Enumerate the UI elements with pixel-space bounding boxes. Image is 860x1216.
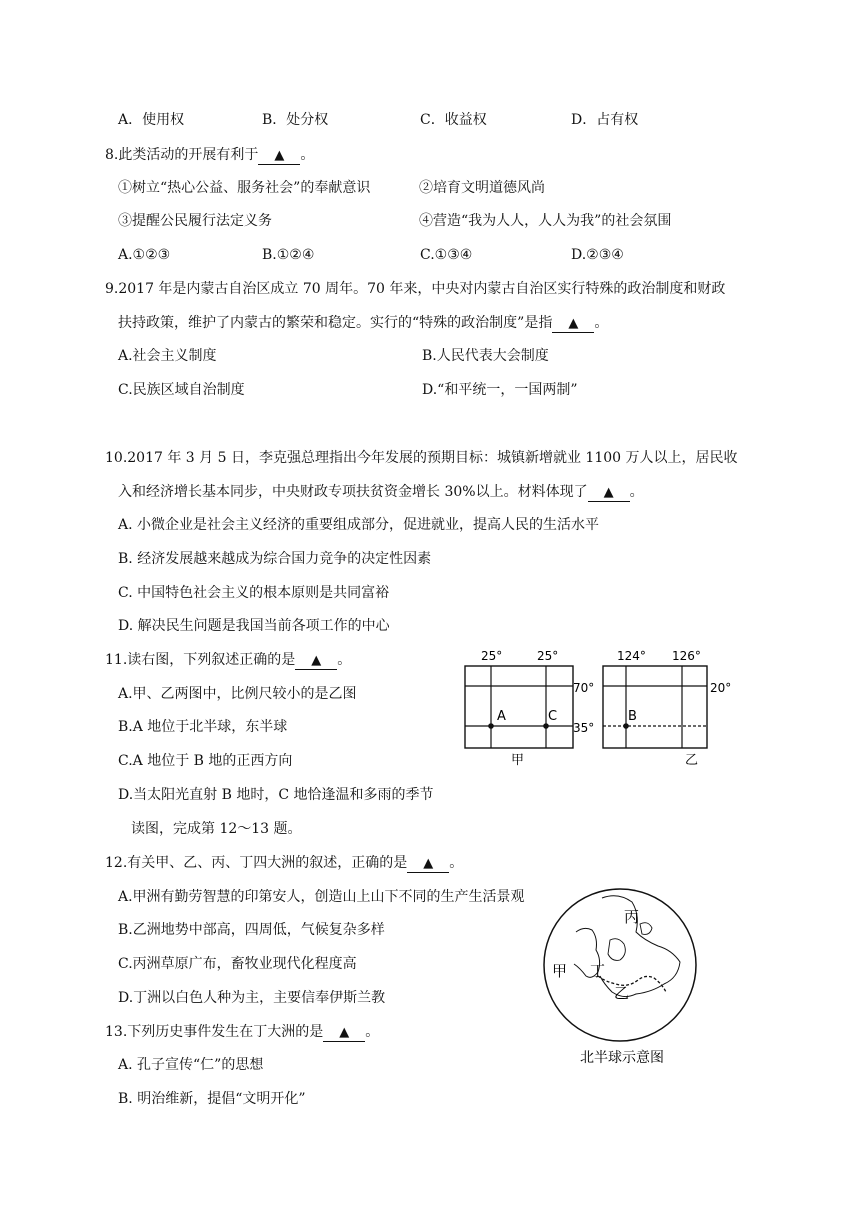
point-a-label: A: [497, 709, 506, 724]
map-label-yi: 乙: [614, 984, 630, 1002]
point-b-dot: [623, 723, 629, 729]
q9-option-a: A.社会主义制度: [118, 348, 217, 364]
q12-stem-end: 。: [449, 855, 464, 871]
grid-yi-caption: 乙: [685, 753, 699, 766]
q10-option-c: C. 中国特色社会主义的根本原则是共同富裕: [118, 585, 390, 601]
q7-option-b: B．处分权: [262, 112, 329, 128]
q12-option-a: A.甲洲有勤劳智慧的印第安人，创造山上山下不同的生产生活景观: [118, 889, 525, 905]
map-caption: 北半球示意图: [580, 1050, 664, 1066]
grid-jia-lon-label-2: 25°: [537, 649, 559, 663]
q9-option-c: C.民族区域自治制度: [118, 382, 245, 398]
q9-stem-line2: [118, 314, 608, 333]
northern-hemisphere-map: [540, 880, 700, 1070]
q13-stem-end: 。: [365, 1024, 380, 1040]
q7-option-d: D．占有权: [571, 112, 639, 128]
q8-item-3: ③提醒公民履行法定义务: [118, 213, 272, 229]
q10-answer-blank: ▲: [588, 485, 630, 502]
q10-option-d: D. 解决民生问题是我国当前各项工作的中心: [118, 618, 390, 634]
q11-stem: [105, 651, 351, 670]
point-c-label: C: [548, 709, 558, 724]
map-label-bing: 丙: [624, 908, 640, 926]
q9-stem-text: 扶持政策，维护了内蒙古的繁荣和稳定。实行的“特殊的政治制度”是指: [118, 315, 553, 331]
q10-stem-line2: [118, 483, 644, 502]
q13-stem: [105, 1023, 379, 1042]
q8-stem-text: 8.此类活动的开展有利于: [105, 147, 259, 163]
q10-option-b: B. 经济发展越来越成为综合国力竞争的决定性因素: [118, 551, 432, 567]
q12-answer-blank: ▲: [407, 856, 449, 873]
grid-jia-lon-label-1: 25°: [481, 649, 503, 663]
q12-option-b: B.乙洲地势中部高，四周低，气候复杂多样: [118, 922, 385, 938]
point-a-dot: [488, 723, 494, 729]
q13-answer-blank: ▲: [323, 1025, 365, 1042]
q8-option-a: A.①②③: [118, 247, 171, 263]
q8-answer-blank: ▲: [258, 148, 300, 165]
q10-option-a: A. 小微企业是社会主义经济的重要组成部分，促进就业，提高人民的生活水平: [118, 517, 600, 533]
q13-option-a: A. 孔子宣传“仁”的思想: [118, 1057, 264, 1073]
q11-option-b: B.A 地位于北半球，东半球: [118, 719, 288, 735]
q11-option-d: D.当太阳光直射 B 地时，C 地恰逢温和多雨的季节: [118, 787, 434, 803]
grid-jia-lat-label-1: 70°: [573, 681, 595, 695]
q10-stem-line1: 10.2017 年 3 月 5 日，李克强总理指出今年发展的预期目标：城镇新增就业 1100 万人以上，居民收: [105, 450, 738, 466]
q12-stem-text: 12.有关甲、乙、丙、丁四大洲的叙述，正确的是: [105, 855, 408, 871]
map-label-ding: 丁: [590, 962, 606, 980]
q9-stem-end: 。: [594, 315, 609, 331]
q8-item-2: ②培育文明道德风尚: [419, 180, 545, 196]
point-c-dot: [543, 723, 549, 729]
q7-option-c: C．收益权: [420, 112, 487, 128]
grid-yi-lat-label: 20°: [710, 681, 732, 695]
q10-stem-end: 。: [629, 484, 644, 500]
q11-stem-text: 11.读右图，下列叙述正确的是: [105, 652, 296, 668]
q7-option-a: A．使用权: [118, 112, 185, 128]
q11-option-a: A.甲、乙两图中，比例尺较小的是乙图: [118, 686, 357, 702]
grid-yi-lon-label-1: 124°: [617, 649, 646, 663]
q13-option-b: B. 明治维新，提倡“文明开化”: [118, 1091, 306, 1107]
grid-yi-frame: [603, 666, 707, 748]
grid-yi-lon-label-2: 126°: [672, 649, 701, 663]
q9-answer-blank: ▲: [552, 316, 594, 333]
q9-stem-line1: 9.2017 年是内蒙古自治区成立 70 周年。70 年来，中央对内蒙古自治区实行特殊的政治制度和财政: [105, 281, 726, 297]
grid-jia-caption: 甲: [511, 753, 525, 766]
q10-stem-text: 入和经济增长基本同步，中央财政专项扶贫资金增长 30%以上。材料体现了: [118, 484, 588, 500]
q9-option-b: B.人民代表大会制度: [422, 348, 549, 364]
q8-stem-end: 。: [300, 147, 315, 163]
q11-option-c: C.A 地位于 B 地的正西方向: [118, 753, 293, 769]
q11-answer-blank: ▲: [295, 653, 337, 670]
q11-stem-end: 。: [337, 652, 352, 668]
q8-item-4: ④营造“我为人人，人人为我”的社会氛围: [419, 213, 672, 229]
q12-option-d: D.丁洲以白色人种为主，主要信奉伊斯兰教: [118, 990, 386, 1006]
grid-figure-yi: [597, 648, 747, 766]
q8-option-b: B.①②④: [262, 247, 315, 263]
grid-jia-frame: [465, 666, 573, 748]
q9-option-d: D.“和平统一，一国两制”: [422, 382, 578, 398]
q12-stem: [105, 854, 463, 873]
point-b-label: B: [628, 709, 637, 724]
q13-stem-text: 13.下列历史事件发生在丁大洲的是: [105, 1024, 324, 1040]
q8-option-d: D.②③④: [571, 247, 624, 263]
q12-13-instruction: 读图，完成第 12～13 题。: [131, 821, 302, 837]
grid-figure-jia: [455, 648, 615, 766]
q8-stem: [105, 146, 314, 165]
map-label-jia: 甲: [552, 962, 568, 980]
grid-jia-lat-label-2: 35°: [573, 721, 595, 735]
q12-option-c: C.丙洲草原广布，畜牧业现代化程度高: [118, 956, 357, 972]
q8-item-1: ①树立“热心公益、服务社会”的奉献意识: [118, 180, 371, 196]
q8-option-c: C.①③④: [420, 247, 473, 263]
